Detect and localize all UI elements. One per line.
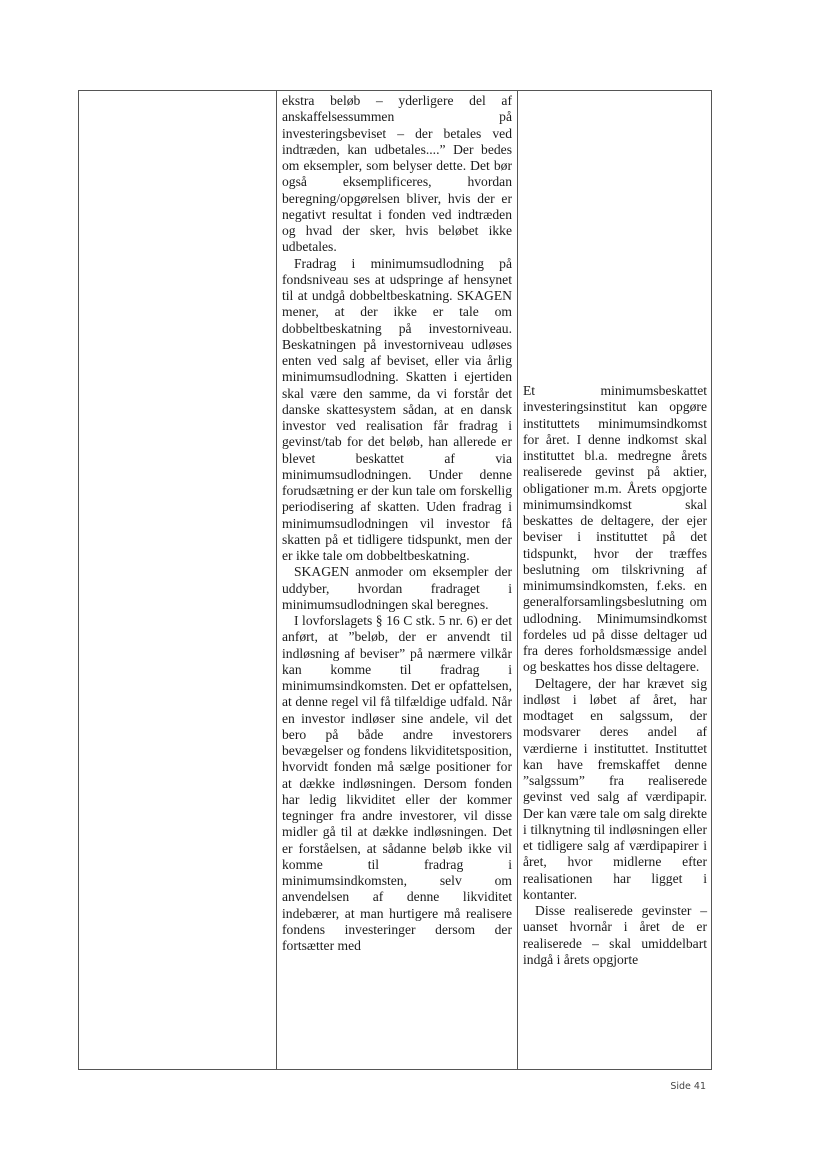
paragraph: Disse realiserede gevinster – uanset hvornår i året de er realiserede – skal umiddelbart indgå i årets opgjorte (523, 903, 707, 967)
paragraph: I lovforslagets § 16 C stk. 5 nr. 6) er det anført, at ”beløb, der er anvendt til indløsning af beviser” på nærmere vilkår kan komme til fradrag i minimumsindkomsten. Det er opfattelsen, at denne regel vil få tilfældige udfald. Når en investor indløser sine andele, vil det bero på både andre investorers bevægelser og fondens likviditetsposition, hvorvidt fonden må sælge positioner for at dække indløsningen. Dersom fonden har ledig likviditet eller der kommer tegninger fra andre investorer, vil disse midler gå til at dække indløsningen. Det er forståelsen, at sådanne beløb ikke vil komme til fradrag i minimumsindkomsten, selv om anvendelsen af denne likviditet indebærer, at man hurtigere må realisere fondens investeringer dersom der fortsætter med (282, 613, 512, 953)
paragraph: SKAGEN anmoder om eksempler der uddyber, hvordan fradraget i minimumsudlodningen skal beregnes. (282, 564, 512, 612)
paragraph: Et minimumsbeskattet investeringsinstitut kan opgøre instituttets minimumsindkomst for året. I denne indkomst skal instituttet bl.a. medregne årets realiserede gevinst på aktier, obligationer m.m. Årets opgjorte minimumsindkomst skal beskattes de deltagere, der ejer beviser i instituttet på det tidspunkt, hvor der træffes beslutning om tilskrivning af minimumsindkomsten, f.eks. en generalforsamlingsbeslutning om udlodning. Minimumsindkomst fordeles ud på disse deltager ud fra deres forholdsmæssige andel og beskattes hos disse deltagere. (523, 383, 707, 675)
table-column-comments (277, 91, 518, 1069)
table-column-response (518, 91, 713, 1069)
comment-table (78, 90, 712, 1070)
table-column-left (79, 91, 277, 1069)
paragraph: Deltagere, der har krævet sig indløst i løbet af året, har modtaget en salgssum, der modsvarer deres andel af værdierne i instituttet. Instituttet kan have fremskaffet denne ”salgssum” fra realiserede gevinst ved salg af værdipapir. Der kan være tale om salg direkte i tilknytning til indløsningen eller et tidligere salg af værdipapirer i året, hvor midlerne efter realisationen har ligget i kontanter. (523, 675, 707, 902)
page-number: Side 41 (670, 1081, 706, 1092)
paragraph: ekstra beløb – yderligere del af anskaffelsessummen på investeringsbeviset – der betales ved indtræden, kan udbetales....” Der bedes om eksempler, som belyser dette. Det bør også eksemplificeres, hvordan beregning/opgørelsen bliver, hvis der er negativt resultat i fonden ved indtræden og hvad der sker, hvis beløbet ikke udbetales. (282, 93, 512, 255)
paragraph: Fradrag i minimumsudlodning på fondsniveau ses at udspringe af hensynet til at undgå dobbeltbeskatning. SKAGEN mener, at der ikke er tale om dobbeltbeskatning på investorniveau. Beskatningen på investorniveau udløses enten ved salg af beviset, eller via årlig minimumsudlodning. Skatten i ejertiden skal være den samme, da vi forstår det danske skattesystem sådan, at en dansk investor ved realisation får fradrag i gevinst/tab for det beløb, han allerede er blevet beskattet af via minimumsudlodningen. Under denne forudsætning er der kun tale om forskellig periodisering af skatten. Uden fradrag i minimumsudlodningen vil investor få skatten på et tidligere tidspunkt, men der er ikke tale om dobbeltbeskatning. (282, 255, 512, 563)
column-spacer (523, 91, 707, 383)
